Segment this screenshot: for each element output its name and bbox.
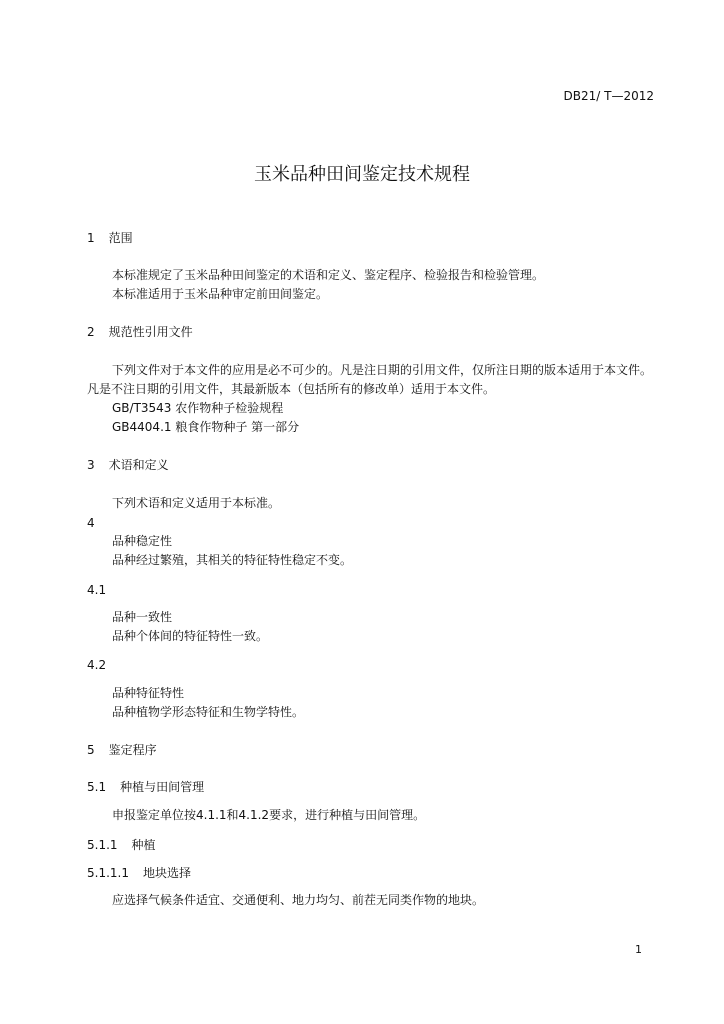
section-title: 地块选择: [142, 866, 191, 880]
section-title: 种植与田间管理: [120, 780, 205, 794]
section-5-heading: [87, 741, 157, 760]
term-number: 4.1: [87, 583, 107, 597]
paragraph: 本标准适用于玉米品种审定前田间鉴定。: [112, 287, 329, 301]
subsection-5-1-1-1-heading: [87, 864, 191, 883]
term-number: 4.2: [87, 658, 107, 672]
section-title: 规范性引用文件: [108, 325, 193, 339]
paragraph-wrapped: 下列文件对于本文件的应用是必不可少的。凡是注日期的引用文件，仅所注日期的版本适用于本文件。凡是不注日期的引用文件，其最新版本（包括所有的修改单）适用于本文件。: [87, 363, 653, 396]
paragraph: 应选择气候条件适宜、交通便利、地力均匀、前茬无同类作物的地块。: [112, 893, 485, 907]
section-number: 2: [87, 325, 95, 339]
section-number: 5.1: [87, 780, 107, 794]
paragraph: 申报鉴定单位按4.1.1和4.1.2要求，进行种植与田间管理。: [112, 808, 426, 822]
section-title: 范围: [108, 231, 133, 245]
section-1-heading: [87, 229, 133, 248]
section-number: 5.1.1: [87, 838, 118, 852]
subsection-5-1-heading: [87, 778, 204, 797]
section-2-heading: [87, 323, 193, 342]
section-title: 术语和定义: [108, 458, 169, 472]
term-definition: 品种个体间的特征特性一致。: [112, 629, 269, 643]
term-name: 品种稳定性: [112, 534, 173, 548]
term-name: 品种一致性: [112, 610, 173, 624]
section-number: 5: [87, 743, 95, 757]
term-number: 4: [87, 516, 95, 530]
term-name: 品种特征特性: [112, 686, 185, 700]
page-number: 1: [635, 943, 642, 956]
reference-item: GB/T3543 农作物种子检验规程: [112, 401, 284, 415]
section-number: 5.1.1.1: [87, 866, 129, 880]
section-number: 1: [87, 231, 95, 245]
term-definition: 品种植物学形态特征和生物学特性。: [112, 705, 305, 719]
section-title: 鉴定程序: [108, 743, 157, 757]
paragraph: 下列术语和定义适用于本标准。: [112, 496, 281, 510]
section-3-heading: [87, 456, 169, 475]
document-title: 玉米品种田间鉴定技术规程: [254, 164, 470, 185]
section-number: 3: [87, 458, 95, 472]
standard-code: DB21/ T—2012: [563, 89, 654, 103]
subsection-5-1-1-heading: [87, 836, 156, 855]
paragraph: 本标准规定了玉米品种田间鉴定的术语和定义、鉴定程序、检验报告和检验管理。: [112, 268, 545, 282]
section-title: 种植: [131, 838, 156, 852]
term-definition: 品种经过繁殖，其相关的特征特性稳定不变。: [112, 553, 353, 567]
reference-item: GB4404.1 粮食作物种子 第一部分: [112, 420, 300, 434]
